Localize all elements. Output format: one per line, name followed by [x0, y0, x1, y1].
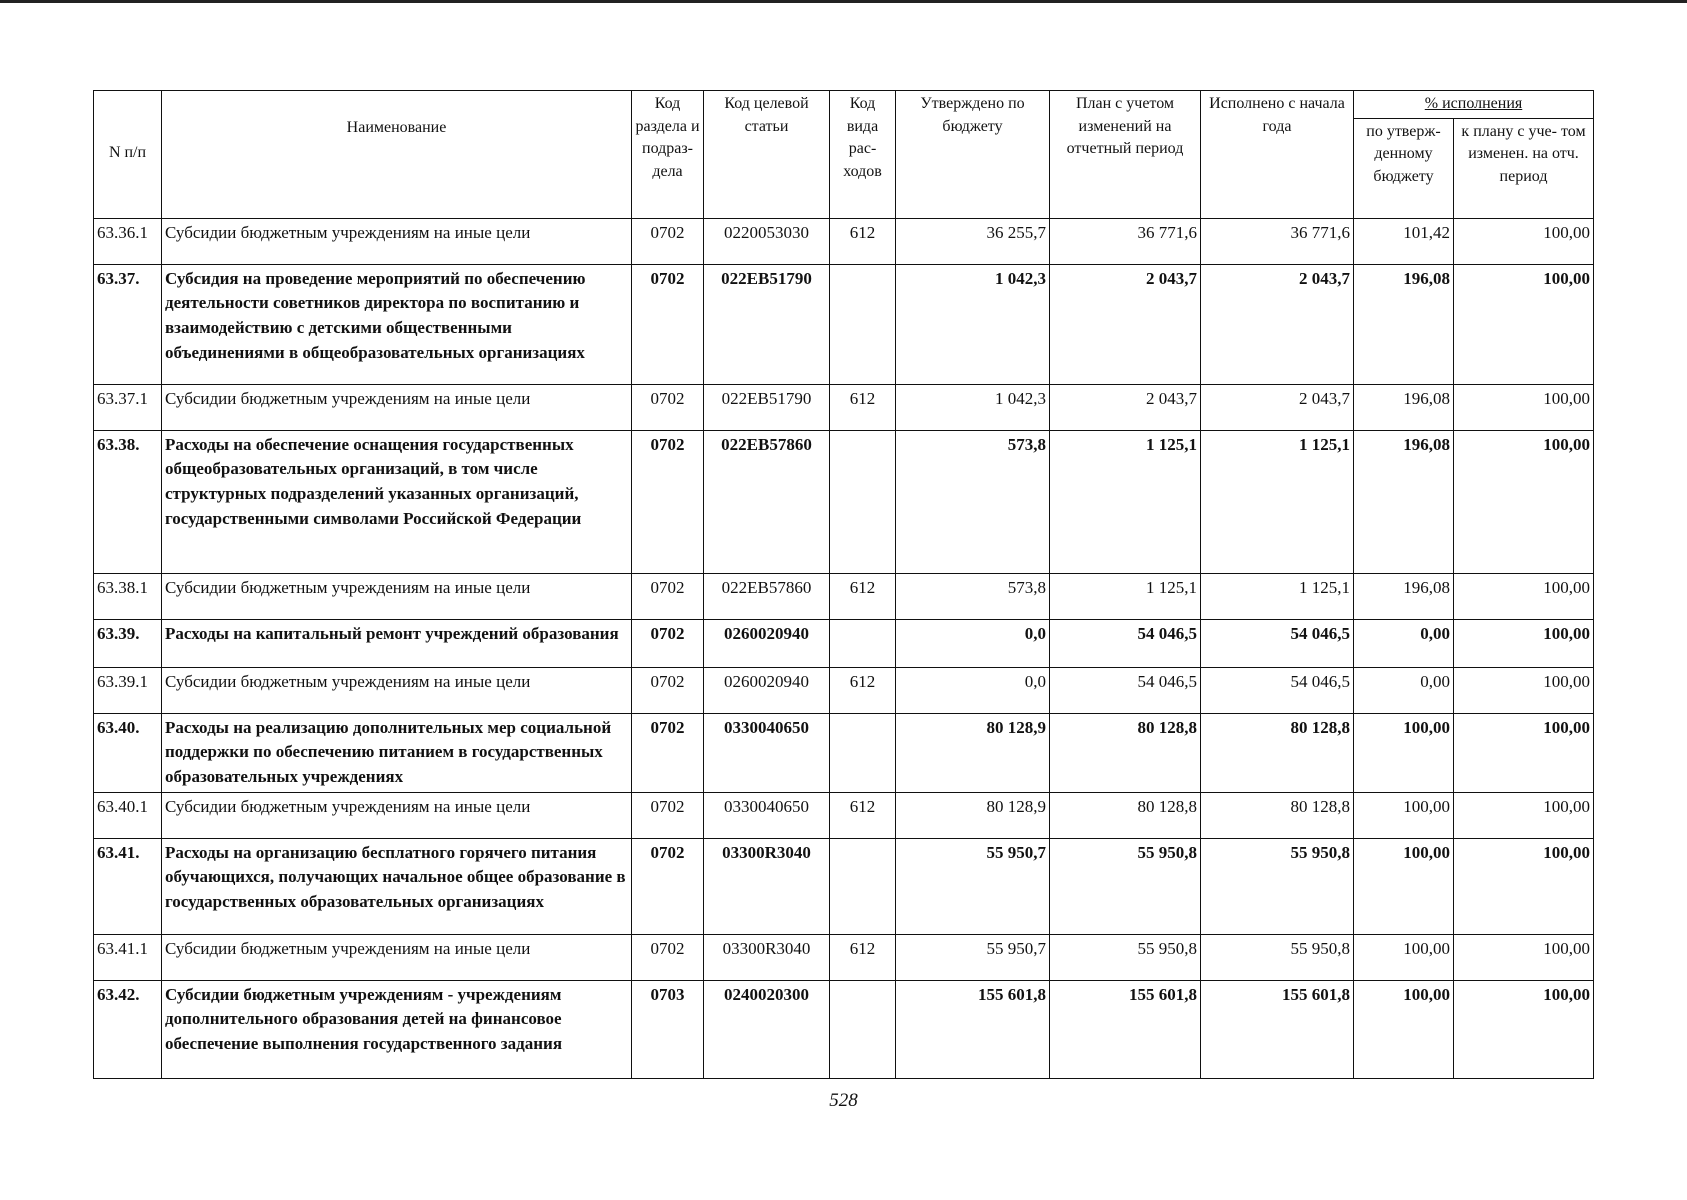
table-body — [94, 218, 1594, 1078]
cell-pct-plan: 100,00 — [1454, 264, 1594, 384]
cell-target-code: 0330040650 — [704, 713, 830, 792]
cell-target-code: 03300R3040 — [704, 838, 830, 934]
cell-approved: 80 128,9 — [896, 792, 1050, 838]
table-row — [94, 667, 1594, 713]
cell-name: Субсидия на проведение мероприятий по обеспечению деятельности советников директора по воспитанию и взаимодействию с детскими общественными объединениями в общеобразовательных организациях — [162, 264, 632, 384]
header-name: Наименование — [162, 91, 632, 219]
cell-approved: 155 601,8 — [896, 980, 1050, 1078]
cell-pct-approved: 100,00 — [1354, 980, 1454, 1078]
cell-section-code: 0703 — [632, 980, 704, 1078]
cell-name: Субсидии бюджетным учреждениям на иные цели — [162, 573, 632, 619]
table-row — [94, 430, 1594, 573]
cell-done: 155 601,8 — [1201, 980, 1354, 1078]
table-row — [94, 619, 1594, 667]
cell-plan: 54 046,5 — [1050, 667, 1201, 713]
cell-pct-approved: 100,00 — [1354, 792, 1454, 838]
cell-num: 63.39.1 — [94, 667, 162, 713]
header-row — [94, 91, 1594, 119]
header-num: N п/п — [94, 91, 162, 219]
cell-kind-code — [830, 980, 896, 1078]
cell-pct-plan: 100,00 — [1454, 573, 1594, 619]
header-done: Исполнено с начала года — [1201, 91, 1354, 219]
cell-num: 63.38. — [94, 430, 162, 573]
cell-plan: 36 771,6 — [1050, 218, 1201, 264]
cell-kind-code — [830, 264, 896, 384]
cell-approved: 1 042,3 — [896, 384, 1050, 430]
table-row — [94, 218, 1594, 264]
cell-pct-plan: 100,00 — [1454, 384, 1594, 430]
cell-plan: 1 125,1 — [1050, 573, 1201, 619]
cell-approved: 80 128,9 — [896, 713, 1050, 792]
cell-pct-plan: 100,00 — [1454, 667, 1594, 713]
cell-pct-approved: 196,08 — [1354, 264, 1454, 384]
cell-section-code: 0702 — [632, 619, 704, 667]
cell-target-code: 022EB51790 — [704, 384, 830, 430]
cell-num: 63.42. — [94, 980, 162, 1078]
cell-name: Расходы на обеспечение оснащения государственных общеобразовательных организаций, в том числе структурных подразделений указанных организаций, государственными символами Российской Федерации — [162, 430, 632, 573]
cell-kind-code — [830, 713, 896, 792]
cell-approved: 573,8 — [896, 573, 1050, 619]
header-kind-code: Код вида рас- ходов — [830, 91, 896, 219]
cell-kind-code: 612 — [830, 384, 896, 430]
cell-done: 1 125,1 — [1201, 573, 1354, 619]
cell-kind-code — [830, 430, 896, 573]
cell-pct-plan: 100,00 — [1454, 980, 1594, 1078]
cell-target-code: 0240020300 — [704, 980, 830, 1078]
cell-done: 36 771,6 — [1201, 218, 1354, 264]
cell-done: 1 125,1 — [1201, 430, 1354, 573]
table-row — [94, 792, 1594, 838]
cell-pct-approved: 196,08 — [1354, 384, 1454, 430]
cell-num: 63.37.1 — [94, 384, 162, 430]
cell-done: 55 950,8 — [1201, 934, 1354, 980]
cell-name: Субсидии бюджетным учреждениям на иные цели — [162, 218, 632, 264]
cell-pct-plan: 100,00 — [1454, 619, 1594, 667]
cell-done: 54 046,5 — [1201, 667, 1354, 713]
cell-plan: 80 128,8 — [1050, 792, 1201, 838]
cell-num: 63.40. — [94, 713, 162, 792]
cell-plan: 1 125,1 — [1050, 430, 1201, 573]
cell-approved: 1 042,3 — [896, 264, 1050, 384]
header-pct-approved: по утверж- денному бюджету — [1354, 118, 1454, 218]
cell-pct-approved: 100,00 — [1354, 713, 1454, 792]
cell-done: 80 128,8 — [1201, 792, 1354, 838]
cell-kind-code — [830, 838, 896, 934]
cell-approved: 55 950,7 — [896, 838, 1050, 934]
cell-num: 63.39. — [94, 619, 162, 667]
cell-pct-approved: 0,00 — [1354, 667, 1454, 713]
cell-num: 63.41. — [94, 838, 162, 934]
cell-section-code: 0702 — [632, 218, 704, 264]
cell-section-code: 0702 — [632, 667, 704, 713]
cell-pct-plan: 100,00 — [1454, 934, 1594, 980]
cell-pct-approved: 196,08 — [1354, 430, 1454, 573]
cell-pct-plan: 100,00 — [1454, 713, 1594, 792]
cell-name: Расходы на реализацию дополнительных мер социальной поддержки по обеспечению питанием в государственных образовательных учреждениях — [162, 713, 632, 792]
cell-section-code: 0702 — [632, 713, 704, 792]
cell-name: Субсидии бюджетным учреждениям на иные цели — [162, 667, 632, 713]
cell-section-code: 0702 — [632, 792, 704, 838]
cell-pct-plan: 100,00 — [1454, 218, 1594, 264]
cell-name: Расходы на организацию бесплатного горячего питания обучающихся, получающих начальное общее образование в государственных образовательных организациях — [162, 838, 632, 934]
cell-plan: 155 601,8 — [1050, 980, 1201, 1078]
cell-target-code: 03300R3040 — [704, 934, 830, 980]
cell-kind-code: 612 — [830, 934, 896, 980]
cell-num: 63.38.1 — [94, 573, 162, 619]
cell-approved: 55 950,7 — [896, 934, 1050, 980]
cell-plan: 55 950,8 — [1050, 838, 1201, 934]
cell-target-code: 022EB51790 — [704, 264, 830, 384]
table-row — [94, 264, 1594, 384]
cell-name: Субсидии бюджетным учреждениям на иные цели — [162, 934, 632, 980]
cell-section-code: 0702 — [632, 384, 704, 430]
cell-target-code: 0260020940 — [704, 619, 830, 667]
cell-num: 63.37. — [94, 264, 162, 384]
cell-kind-code — [830, 619, 896, 667]
cell-pct-plan: 100,00 — [1454, 430, 1594, 573]
cell-done: 55 950,8 — [1201, 838, 1354, 934]
cell-num: 63.41.1 — [94, 934, 162, 980]
cell-target-code: 0330040650 — [704, 792, 830, 838]
cell-name: Расходы на капитальный ремонт учреждений образования — [162, 619, 632, 667]
cell-plan: 80 128,8 — [1050, 713, 1201, 792]
cell-section-code: 0702 — [632, 838, 704, 934]
header-section-code: Код раздела и подраз- дела — [632, 91, 704, 219]
cell-pct-approved: 101,42 — [1354, 218, 1454, 264]
cell-section-code: 0702 — [632, 573, 704, 619]
cell-plan: 55 950,8 — [1050, 934, 1201, 980]
table-row — [94, 573, 1594, 619]
cell-pct-plan: 100,00 — [1454, 792, 1594, 838]
cell-done: 80 128,8 — [1201, 713, 1354, 792]
table-row — [94, 384, 1594, 430]
cell-done: 2 043,7 — [1201, 264, 1354, 384]
cell-name: Субсидии бюджетным учреждениям на иные цели — [162, 384, 632, 430]
cell-done: 54 046,5 — [1201, 619, 1354, 667]
table-row — [94, 980, 1594, 1078]
table-row — [94, 934, 1594, 980]
header-pct-group: % исполнения — [1354, 91, 1594, 119]
cell-kind-code: 612 — [830, 792, 896, 838]
cell-section-code: 0702 — [632, 934, 704, 980]
cell-pct-approved: 196,08 — [1354, 573, 1454, 619]
cell-section-code: 0702 — [632, 430, 704, 573]
header-approved: Утверждено по бюджету — [896, 91, 1050, 219]
cell-section-code: 0702 — [632, 264, 704, 384]
cell-pct-approved: 100,00 — [1354, 838, 1454, 934]
scan-top-edge — [0, 0, 1687, 3]
cell-plan: 54 046,5 — [1050, 619, 1201, 667]
cell-pct-approved: 100,00 — [1354, 934, 1454, 980]
cell-kind-code: 612 — [830, 218, 896, 264]
cell-approved: 0,0 — [896, 667, 1050, 713]
cell-plan: 2 043,7 — [1050, 264, 1201, 384]
cell-num: 63.40.1 — [94, 792, 162, 838]
header-plan: План с учетом изменений на отчетный период — [1050, 91, 1201, 219]
cell-pct-approved: 0,00 — [1354, 619, 1454, 667]
cell-kind-code: 612 — [830, 573, 896, 619]
cell-approved: 36 255,7 — [896, 218, 1050, 264]
cell-target-code: 0260020940 — [704, 667, 830, 713]
cell-num: 63.36.1 — [94, 218, 162, 264]
cell-approved: 573,8 — [896, 430, 1050, 573]
budget-execution-table — [93, 90, 1594, 1079]
cell-kind-code: 612 — [830, 667, 896, 713]
page-number: 528 — [829, 1090, 858, 1111]
cell-done: 2 043,7 — [1201, 384, 1354, 430]
cell-name: Субсидии бюджетным учреждениям на иные цели — [162, 792, 632, 838]
cell-target-code: 022EB57860 — [704, 430, 830, 573]
header-target-code: Код целевой статьи — [704, 91, 830, 219]
cell-target-code: 022EB57860 — [704, 573, 830, 619]
cell-plan: 2 043,7 — [1050, 384, 1201, 430]
cell-approved: 0,0 — [896, 619, 1050, 667]
table-row — [94, 713, 1594, 792]
cell-pct-plan: 100,00 — [1454, 838, 1594, 934]
table-row — [94, 838, 1594, 934]
cell-target-code: 0220053030 — [704, 218, 830, 264]
cell-name: Субсидии бюджетным учреждениям - учреждениям дополнительного образования детей на финансовое обеспечение выполнения государственного задания — [162, 980, 632, 1078]
header-pct-plan: к плану с уче- том изменен. на отч. период — [1454, 118, 1594, 218]
